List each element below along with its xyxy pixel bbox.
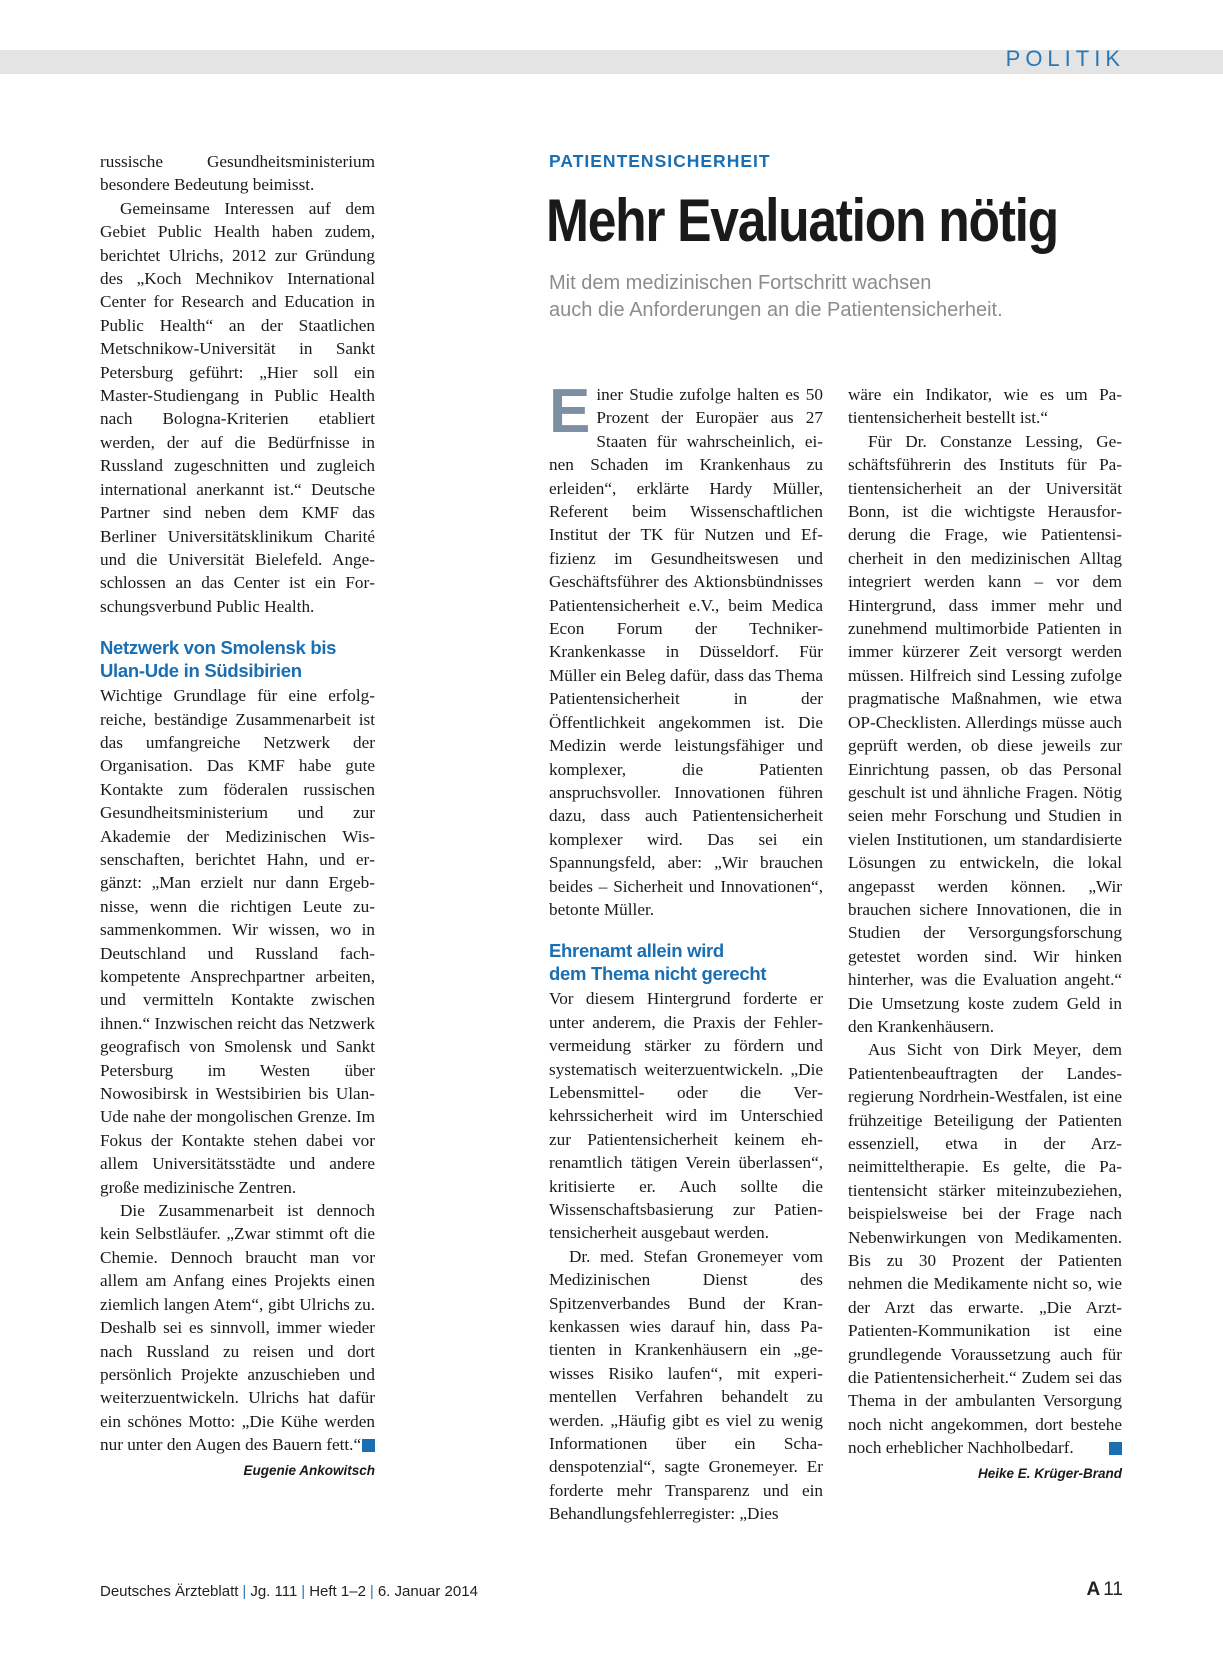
page-number-value: 11 bbox=[1103, 1579, 1123, 1600]
paragraph bbox=[848, 1038, 1122, 1459]
paragraph: wäre ein Indikator, wie es um Patientensicherheit bestellt ist.“ bbox=[848, 385, 1122, 428]
journal-name: Deutsches Ärzteblatt bbox=[100, 1583, 239, 1600]
article-kicker: PATIENTENSICHERHEIT bbox=[549, 151, 771, 171]
drop-cap: E bbox=[549, 377, 591, 446]
author-byline: Heike E. Krüger-Brand bbox=[977, 1465, 1122, 1481]
issue: Heft 1–2 bbox=[309, 1583, 366, 1600]
subheading bbox=[549, 939, 823, 985]
separator: | bbox=[369, 1583, 374, 1600]
subheading-line: dem Thema nicht gerecht bbox=[549, 963, 767, 985]
paragraph-text: Die Zusammenarbeit ist dennoch kein Selbstläufer. „Zwar stimmt oft die Chemie. Dennoch braucht man vor allem am Anfang eines Projekts einen ziemlich langen Atem“, gibt Ulrichs zu. Deshalb sei es sinnvoll, immer wieder nach Russland zu reisen und dort persönlich Projekte anzuschieben und weiterzuentwickeln. Ulrichs hat dafür ein schönes Motto: „Die Kühe werden nur unter den Augen des Bauern fett.“ bbox=[100, 1201, 375, 1455]
paragraph-text: Aus Sicht von Dirk Meyer, dem Patientenbeauftragten der Landesregierung Nordrhein-Westfalen, ist eine frühzeitige Beteiligung der Patienten essenziell, etwa in der Arzneimitteltherapie. Es gelte, die Patientensicht stärker miteinzubeziehen, beispielsweise bei der Frage nach Nebenwirkungen von Medikamenten. Bis zu 30 Prozent der Patienten nehmen die Medikamente nicht so, wie der Arzt das erwarte. „Die Arzt-Patienten-Kommunikation ist eine grundlegende Voraussetzung auch für die Patientensicherheit.“ Zudem sei das Thema in der ambulanten Versorgung noch nicht angekommen, dort bestehe noch erheblicher Nachholbedarf. bbox=[848, 1040, 1122, 1458]
paragraph: Dr. med. Stefan Gronemeyer vom Medizinischen Dienst des Spitzenverbandes Bund der Krankenkassen wies darauf hin, dass Patienten in Krankenhäusern ein „gewisses Risiko laufen“, mit experimentellen Verfahren behandelt zu werden. „Häufig gibt es viel zu wenig Informationen über ein Schadenspotenzial“, sagte Gronemeyer. Er forderte mehr Transparenz und ein Behandlungsfehlerregister: „Dies bbox=[549, 1246, 823, 1524]
paragraph: Vor diesem Hintergrund forderte er unter anderem, die Praxis der Fehlervermeidung stärker zu fördern und systematisch weiterzuentwickeln. „Die Lebensmittel- oder die Verkehrssicherheit wird im Unterschied zur Patientensicherheit keinem ehrenamtlich tätigen Verein überlassen“, kritisierte er. Auch sollte die Wissenschaftsbasierung zur Patientensicherheit ausgebaut werden. bbox=[549, 989, 823, 1243]
deck-line: Mit dem medizinischen Fortschritt wachsen bbox=[549, 272, 932, 294]
subheading-line: Ehrenamt allein wird bbox=[549, 940, 724, 962]
article-headline: Mehr Evaluation nötig bbox=[546, 187, 1058, 254]
page-number bbox=[1087, 1579, 1123, 1601]
separator: | bbox=[301, 1583, 306, 1600]
end-square-icon bbox=[362, 1439, 375, 1452]
paragraph bbox=[100, 1199, 375, 1456]
subheading bbox=[100, 636, 375, 682]
section-label: POLITIK bbox=[1005, 46, 1125, 71]
end-square-icon bbox=[1109, 1442, 1122, 1455]
subheading-line: Netzwerk von Smolensk bis bbox=[100, 637, 337, 659]
paragraph-text: iner Studie zufolge halten es 50 Prozent der Europäer aus 27 Staaten für wahrscheinlich, einen Schaden im Krankenhaus zu erleiden“, erklärte Hardy Müller, Referent beim Wissenschaftlichen Institut der TK für Nutzen und Effizienz im Gesundheitswesen und Geschäftsführer des Aktionsbündnisses Patientensicherheit e.V., beim Medica Econ Forum der Techniker-Krankenkasse in Düsseldorf. Für Müller ein Beleg dafür, dass das Thema Patientensicherheit in der Öffentlichkeit angekommen ist. Die Medizin werde leistungsfähiger und komplexer, die Patienten anspruchsvoller. Innovationen führen dazu, dass auch Patientensicherheit komplexer wird. Das sei ein Spannungsfeld, aber: „Wir brauchen beides – Sicherheit und Innovationen“, betonte Müller. bbox=[549, 385, 823, 919]
subheading-line: Ulan-Ude in Südsibirien bbox=[100, 660, 302, 682]
column-3 bbox=[848, 383, 1122, 1485]
separator: | bbox=[242, 1583, 247, 1600]
column-1 bbox=[100, 150, 375, 1482]
page-prefix: A bbox=[1086, 1579, 1101, 1600]
volume: Jg. 111 bbox=[250, 1583, 298, 1600]
deck-line: auch die Anforderungen an die Patientensicherheit. bbox=[549, 299, 1003, 321]
paragraph: Gemeinsame Interessen auf dem Gebiet Public Health haben zudem, berichtet Ulrichs, 2012 zur Gründung des „Koch Mechnikov International Center for Research and Education in Public Health“ an der Staatlichen Metschnikow-Universität in Sankt Petersburg geführt: „Hier soll ein Master-Studiengang in Public Health nach Bologna-Kriterien etabliert werden, der auf die Bedürfnisse in Russland zugeschnitten und zugleich international anerkannt ist.“ Deutsche Partner sind neben dem KMF das Berliner Universitätsklinikum Charité und die Universität Bielefeld. Angeschlossen an das Center ist ein Forschungsverbund Public Health. bbox=[100, 198, 375, 616]
issue-date: 6. Januar 2014 bbox=[377, 1583, 478, 1600]
footer bbox=[100, 1583, 478, 1600]
paragraph bbox=[549, 377, 823, 921]
column-2 bbox=[549, 377, 823, 1526]
article-deck bbox=[549, 270, 1109, 324]
paragraph: Wichtige Grundlage für eine erfolgreiche, beständige Zusammenarbeit ist das umfangreiche Netzwerk der Organisation. Das KMF habe gute Kontakte zum föderalen russischen Gesundheitsministerium und zur Akademie der Medizinischen Wissenschaften, berichtet Hahn, und ergänzt: „Man erzielt nur dann Ergebnisse, wenn die richtigen Leute zusammenkommen. Wir wissen, wo in Deutschland und Russland fachkompetente Ansprechpartner arbeiten, und vermitteln Kontakte zwischen ihnen.“ Inzwischen reicht das Netzwerk geografisch von Smolensk und Sankt Petersburg im Westen über Nowosibirsk in Westsibirien bis Ulan-Ude nahe der mongolischen Grenze. Im Fokus der Kontakte stehen dabei vor allem Universitätsstädte und andere große medizinische Zentren. bbox=[100, 686, 375, 1197]
paragraph: russische Gesundheitsministerium besondere Bedeutung beimisst. bbox=[100, 152, 375, 195]
author-byline: Eugenie Ankowitsch bbox=[243, 1462, 375, 1478]
paragraph: Für Dr. Constanze Lessing, Geschäftsführerin des Instituts für Patientensicherheit an der Universität Bonn, ist die wichtigste Herausforderung die Frage, wie Patientensicherheit in den medizinischen Alltag integriert werden kann – vor dem Hintergrund, dass immer mehr und zunehmend multimorbide Patienten in immer kürzerer Zeit versorgt werden müssen. Hilfreich sind Lessing zufolge pragmatische Maßnahmen, wie etwa OP-Checklisten. Allerdings müsse auch geprüft werden, ob diese jeweils zur Einrichtung passen, ob das Personal geschult ist und ähnliche Fragen. Nötig seien mehr Forschung und Studien in vielen Institutionen, um standardisierte Lösungen zu entwickeln, die lokal angepasst werden können. „Wir brauchen sichere Innovationen, die in Studien der Versorgungsforschung getestet worden sind. Wir hinken hinterher, was die Evaluation angeht.“ Die Umsetzung koste zudem Geld in den Krankenhäusern. bbox=[848, 431, 1122, 1036]
